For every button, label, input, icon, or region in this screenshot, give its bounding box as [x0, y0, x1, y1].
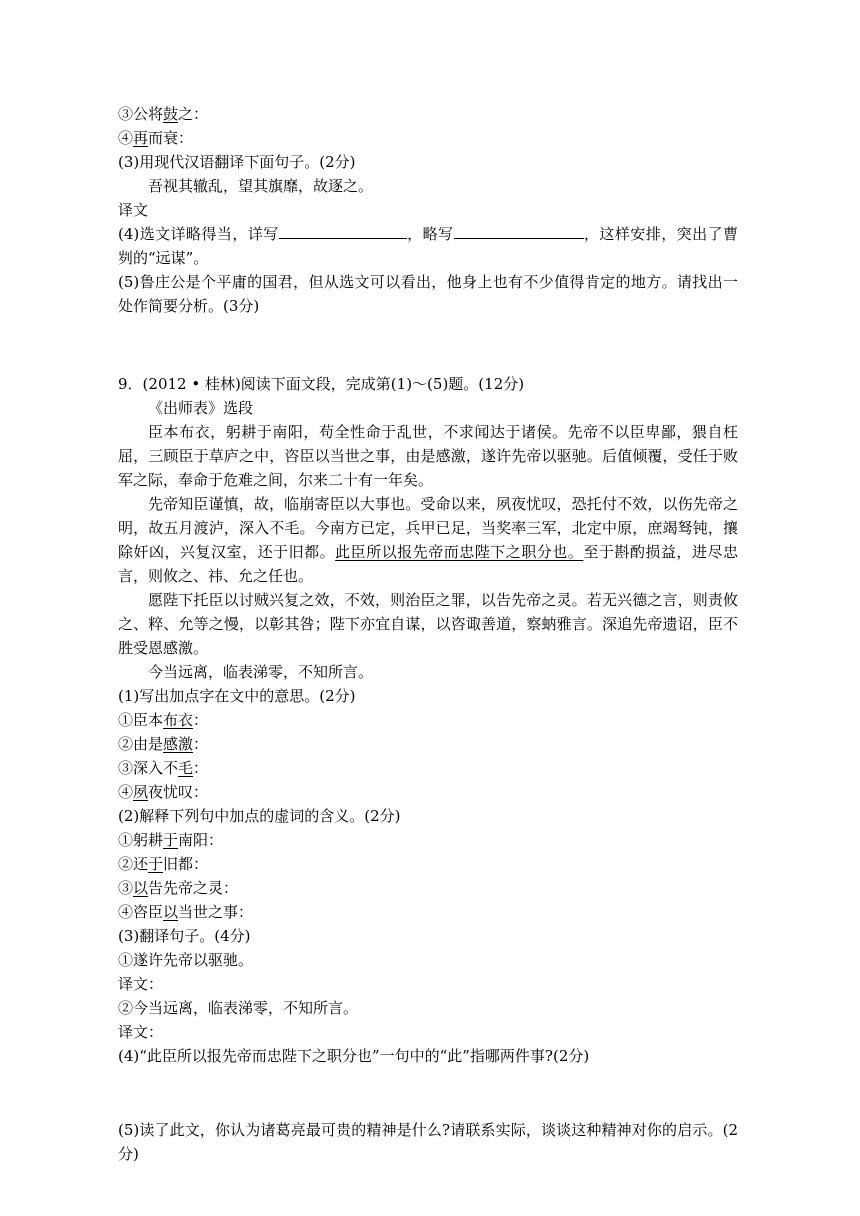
- part1-question-4: (4)选文详略得当，详写 ，略写 ，这样安排，突出了曹刿的“远谋”。: [118, 225, 738, 267]
- question-9-header: 9．(2012 • 桂林)阅读下面文段，完成第(1)～(5)题。(12分): [118, 375, 525, 393]
- q1-item-4: ④夙夜忧叹：: [118, 783, 209, 801]
- dotted-word: 夙: [133, 783, 149, 801]
- answer-blank[interactable]: [279, 224, 407, 239]
- q3-translation-label-1: 译文：: [118, 975, 164, 993]
- dotted-word: 布衣: [163, 711, 194, 729]
- part1-question-5: (5)鲁庄公是个平庸的国君，但从选文可以看出，他身上也有不少值得肯定的地方。请找出一处作简要分析。(3分): [118, 273, 738, 315]
- dotted-word: 以: [133, 879, 149, 897]
- q3-sentence-2: ②今当远离，临表涕零，不知所言。: [118, 999, 359, 1017]
- dotted-word: 以: [163, 903, 179, 921]
- q2-item-2: ②还于旧都：: [118, 855, 209, 873]
- question-2: (2)解释下列句中加点的虚词的含义。(2分): [118, 807, 401, 825]
- answer-space: [118, 1068, 738, 1118]
- question-4: (4)“此臣所以报先帝而忠陛下之职分也”一句中的“此”指哪两件事?(2分): [118, 1047, 590, 1065]
- part1-item-3: ③公将鼓之：: [118, 105, 209, 123]
- dotted-word: 毛: [178, 759, 194, 777]
- part1-q3-sentence: 吾视其辙乱，望其旗靡，故逐之。: [148, 177, 374, 195]
- part1-question-3: (3)用现代汉语翻译下面句子。(2分): [118, 153, 356, 171]
- document-content: [118, 102, 738, 1166]
- passage-paragraph-3: 愿陛下托臣以讨贼兴复之效，不效，则治臣之罪，以告先帝之灵。若无兴德之言，则责攸之、粹、允等之慢，以彰其咎；陛下亦宜自谋，以咨诹善道，察蚋雅言。深追先帝遗诏，臣不胜受恩感激。: [118, 591, 738, 657]
- part1-item-4: ④再而衰：: [118, 129, 194, 147]
- dotted-word: 于: [148, 855, 164, 873]
- q3-translation-label-2: 译文：: [118, 1023, 164, 1041]
- question-3: (3)翻译句子。(4分): [118, 927, 251, 945]
- passage-paragraph-2: 先帝知臣谨慎，故，临崩寄臣以大事也。受命以来，夙夜忧叹，恐托付不效，以伤先帝之明，故五月渡泸，深入不毛。今南方已定，兵甲已足，当奖率三军，北定中原，庶竭驽钝，攘除奸凶，兴复汉室，还于旧都。此臣所以报先帝而忠陛下之职分也。至于斟酌损益，进尽忠言，则攸之、祎、允之任也。: [118, 495, 738, 585]
- dotted-word: 感激: [163, 735, 194, 753]
- q1-item-1: ①臣本布衣：: [118, 711, 209, 729]
- translation-label: 译文: [118, 201, 149, 219]
- q2-item-4: ④咨臣以当世之事：: [118, 903, 254, 921]
- question-1: (1)写出加点字在文中的意思。(2分): [118, 687, 356, 705]
- q2-item-3: ③以告先帝之灵：: [118, 879, 239, 897]
- dotted-word: 再: [133, 129, 149, 147]
- q2-item-1: ①躬耕于南阳：: [118, 831, 224, 849]
- q1-item-3: ③深入不毛：: [118, 759, 209, 777]
- answer-blank[interactable]: [454, 224, 584, 239]
- q1-item-2: ②由是感激：: [118, 735, 209, 753]
- underlined-sentence: 此臣所以报先帝而忠陛下之职分也。: [335, 543, 584, 561]
- passage-title: 《出师表》选段: [148, 399, 254, 417]
- q3-sentence-1: ①遂许先帝以驱驰。: [118, 951, 254, 969]
- dotted-word: 于: [163, 831, 179, 849]
- dotted-word: 鼓: [163, 105, 179, 123]
- passage-paragraph-4: 今当远离，临表涕零，不知所言。: [148, 663, 374, 681]
- question-5: (5)读了此文，你认为诸葛亮最可贵的精神是什么?请联系实际，谈谈这种精神对你的启示。(2分): [118, 1121, 738, 1163]
- answer-space: [118, 318, 738, 372]
- passage-paragraph-1: 臣本布衣，躬耕于南阳，苟全性命于乱世，不求闻达于诸侯。先帝不以臣卑鄙，猥自枉屈，三顾臣于草庐之中，咨臣以当世之事，由是感激，遂许先帝以驱驰。后值倾覆，受任于败军之际，奉命于危难之间，尔来二十有一年矣。: [118, 423, 738, 489]
